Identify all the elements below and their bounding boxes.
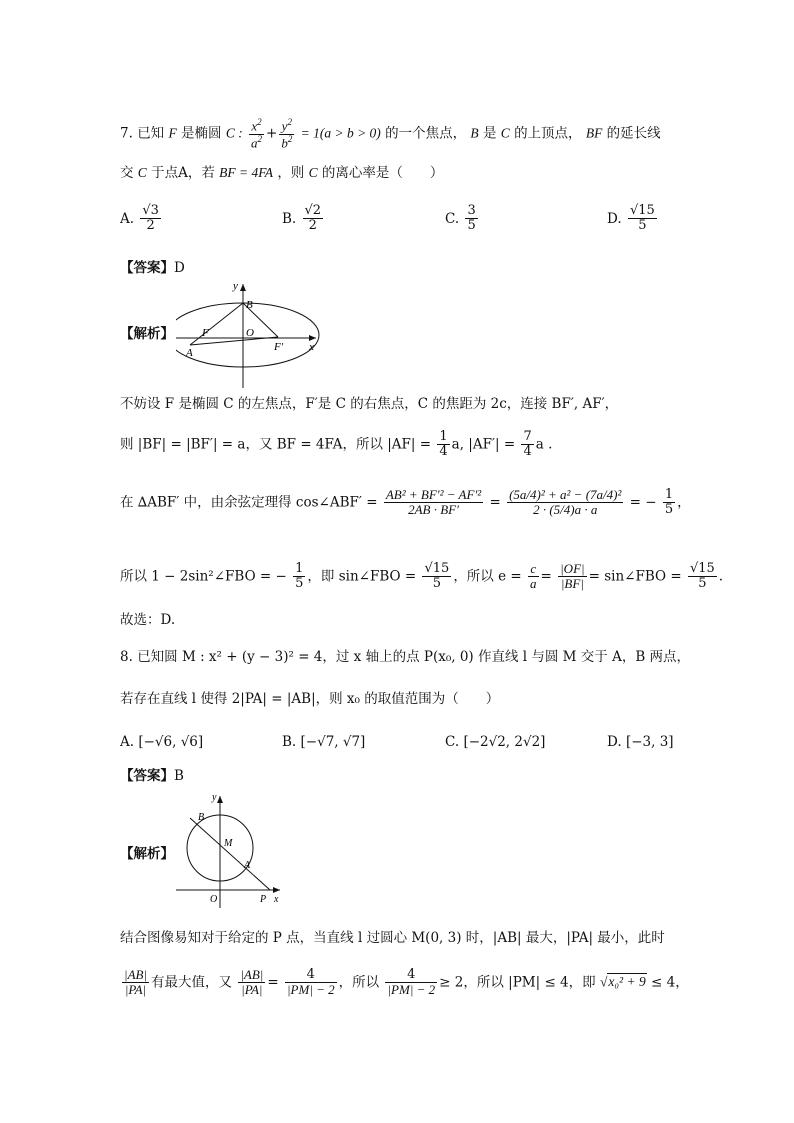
fig2-label-b: B: [198, 812, 205, 823]
q8-option-d: D. [−3, 3]: [607, 734, 674, 750]
fig2-label-x: x: [274, 894, 279, 905]
fig1-label-o: O: [246, 327, 254, 339]
q8-option-c: C. [−2√2, 2√2]: [445, 734, 546, 750]
q7-solution-line2: 则 |BF| = |BF′| = a，又 BF = 4FA，所以 |AF| = $\frac{1}{4}$ a, |AF′| = $\frac{7}{4}$ a .: [120, 429, 553, 460]
q8-option-a: A. [−√6, √6]: [120, 734, 204, 750]
q8-analysis-tag: 【解析】: [120, 846, 174, 862]
q7-answer: 【答案】D: [120, 260, 185, 276]
q7-analysis-tag: 【解析】: [120, 326, 174, 342]
circle-figure: [176, 790, 286, 908]
q7-option-b: B. $\frac{√2}{2}$: [282, 203, 322, 234]
fig1-label-f: F: [202, 327, 209, 339]
cosine-law-frac: $\frac{\text{AB² + BF′² − AF′²}}{2AB \cdot BF'}$: [385, 487, 482, 518]
ellipse-figure: [176, 280, 326, 388]
q7-solution-line3: 在 ∆ABF′ 中，由余弦定理得 cos∠ABF′ = $\frac{\text{AB² + BF′² − AF′²}}{2AB \cdot BF'}$ = $\frac{\text{(5a/4)² + a² − (7a/4)²}}{2 \cdot (5/4)a \cdot a}$ = − $\frac{1}{5}$ ，: [120, 487, 691, 518]
q8-stem-line1: 8. 已知圆 M : x² + (y − 3)² = 4，过 x 轴上的点 P(x₀, 0) 作直线 l 与圆 M 交于 A，B 两点，: [120, 649, 691, 665]
cosine-substituted-frac: $\frac{\text{(5a/4)² + a² − (7a/4)²}}{2 \cdot (5/4)a \cdot a}$: [509, 487, 622, 518]
fig1-label-x: x: [309, 341, 314, 353]
q7-number: 7.: [120, 125, 133, 142]
fig2-label-o: O: [210, 894, 218, 905]
q8-answer: 【答案】B: [120, 768, 184, 784]
q7-option-a: A. $\frac{√3}{2}$: [120, 203, 159, 234]
ellipse-frac-y: $\frac{y^2}{b^2}$: [281, 117, 293, 150]
q7-conclusion: 故选：D.: [120, 612, 176, 628]
q8-solution-line2: $\frac{|AB|}{|PA|}$ 有最大值，又 $\frac{|AB|}{|PA|}$ = $\frac{4}{|PM| - 2}$ ，所以 $\frac{4}{|PM| - 2}$ ≥ 2，所以 |PM| ≤ 4，即 √x₀² + 9 ≤ 4，: [124, 967, 689, 998]
vector-equation: BF = 4FA: [219, 165, 274, 180]
q8-option-b: B. [−√7, √7]: [282, 734, 366, 750]
q7-option-d: D. $\frac{√15}{5}$: [607, 203, 655, 234]
fig1-label-b: B: [246, 299, 253, 311]
q7-solution-line1: 不妨设 F 是椭圆 C 的左焦点，F′是 C 的右焦点，C 的焦距为 2c，连接 BF′, AF′，: [120, 396, 619, 412]
q8-number: 8.: [120, 649, 133, 665]
ellipse-frac-x: $\frac{x^2}{a^2}$: [251, 117, 262, 150]
fig1-label-y: y: [233, 280, 238, 292]
q7-option-c: C. $\frac{3}{5}$: [445, 203, 476, 234]
q7-stem-line2: 交 C 于点A，若 BF = 4FA ，则 C 的离心率是（ ）: [120, 165, 444, 181]
q8-stem-line2: 若存在直线 l 使得 2|PA| = |AB|，则 x₀ 的取值范围为（ ）: [120, 691, 500, 707]
fig2-label-a: A: [244, 860, 251, 871]
fig1-label-a: A: [186, 347, 193, 359]
q7-solution-line4: 所以 1 − 2sin²∠FBO = − $\frac{1}{5}$ ，即 sin∠FBO = $\frac{√15}{5}$ ，所以 e = $\frac{c}{a}$ = $\frac{|OF|}{|BF|}$ = sin∠FBO = $\frac{√15}{5}$ .: [120, 561, 724, 592]
fig2-label-p: P: [260, 894, 267, 905]
q8-solution-line1: 结合图像易知对于给定的 P 点，当直线 l 过圆心 M(0, 3) 时，|AB| 最大，|PA| 最小，此时: [120, 930, 665, 946]
fig2-label-y: y: [212, 792, 217, 803]
q7-stem-line1: 7. 已知 F 是椭圆 C : $\frac{x^2}{a^2}$ + $\frac{y^2}{b^2}$ = 1(a > b > 0) 的一个焦点， B 是 C 的上顶点， BF 的延长线: [120, 117, 661, 150]
fig2-label-m: M: [224, 838, 233, 849]
fig1-label-f-prime: F′: [274, 341, 284, 353]
